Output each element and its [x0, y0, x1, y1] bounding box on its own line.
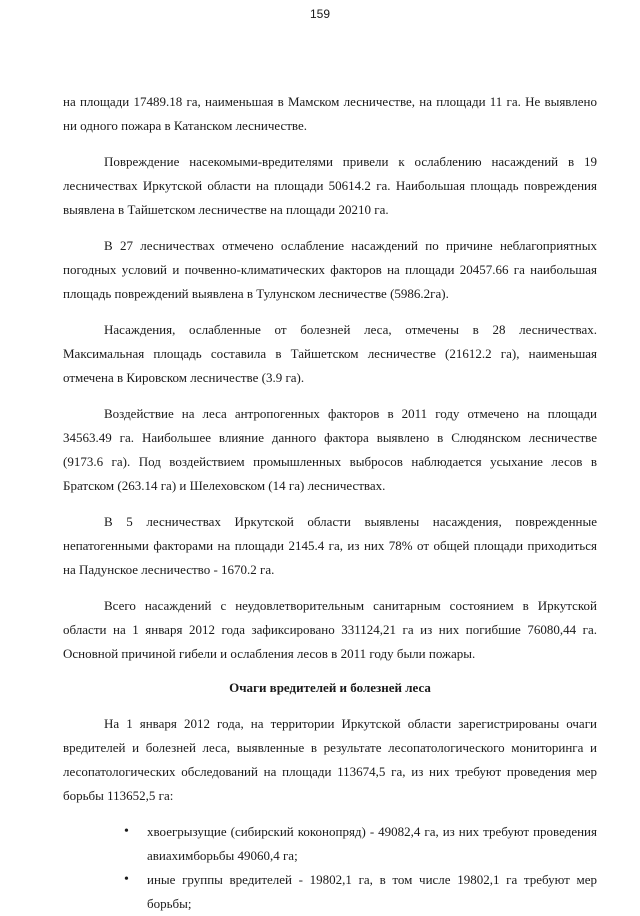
paragraph-non-pathogenic-factors: В 5 лесничествах Иркутской области выявлены насаждения, поврежденные непатогенными факторами на площади 2145.4 га, из них 78% от общей площади приходиться на Падунское лесничество - 1670.2 га.: [63, 514, 597, 577]
section-heading: Очаги вредителей и болезней леса: [229, 680, 431, 695]
list-item-text: иные группы вредителей - 19802,1 га, в том числе 19802,1 га требуют мер борьбы;: [147, 872, 597, 911]
list-item-text: хвоегрызущие (сибирский коконопряд) - 49082,4 га, из них требуют проведения авиахимборьбы 49060,4 га;: [147, 824, 597, 863]
paragraph-insect-damage: Повреждение насекомыми-вредителями привели к ослаблению насаждений в 19 лесничествах Иркутской области на площади 50614.2 га. Наибольшая площадь повреждения выявлена в Тайшетском лесничестве на площади 20210 га.: [63, 154, 597, 217]
bullet-icon: •: [124, 872, 129, 887]
paragraph-pest-outbreaks: На 1 января 2012 года, на территории Иркутской области зарегистрированы очаги вредителей и болезней леса, выявленные в результате лесопатологического мониторинга и лесопатологических обследований на площади 113674,5 га, из них требуют проведения мер борьбы 113652,5 га:: [63, 716, 597, 803]
paragraph-anthropogenic-factors: Воздействие на леса антропогенных факторов в 2011 году отмечено на площади 34563.49 га. Наибольшее влияние данного фактора выявлено в Слюдянском лесничестве (9173.6 га). Под воздействием промышленных выбросов наблюдается усыхание лесов в Братском (263.14 га) и Шелеховском (14 га) лесничествах.: [63, 406, 597, 493]
bullet-icon: •: [124, 824, 129, 839]
paragraph-weather-factors: В 27 лесничествах отмечено ослабление насаждений по причине неблагоприятных погодных условий и почвенно-климатических факторов на площади 20457.66 га наибольшая площадь повреждений выявлена в Тулунском лесничестве (5986.2га).: [63, 238, 597, 301]
paragraph-sanitary-state-total: Всего насаждений с неудовлетворительным санитарным состоянием в Иркутской области на 1 января 2012 года зафиксировано 331124,21 га из них погибшие 76080,44 га. Основной причиной гибели и ослабления лесов в 2011 году были пожары.: [63, 598, 597, 661]
list-item: [63, 868, 597, 916]
paragraph-forest-diseases: Насаждения, ослабленные от болезней леса, отмечены в 28 лесничествах. Максимальная площадь составила в Тайшетском лесничестве (21612.2 га), наименьшая отмечена в Кировском лесничестве (3.9 га).: [63, 322, 597, 385]
paragraph-fires-continued: на площади 17489.18 га, наименьшая в Мамском лесничестве, на площади 11 га. Не выявлено ни одного пожара в Катанском лесничестве.: [63, 94, 597, 133]
list-item: [63, 820, 597, 868]
page-number: 159: [309, 7, 331, 21]
document-body: [63, 90, 597, 916]
bullet-list: [63, 820, 597, 916]
